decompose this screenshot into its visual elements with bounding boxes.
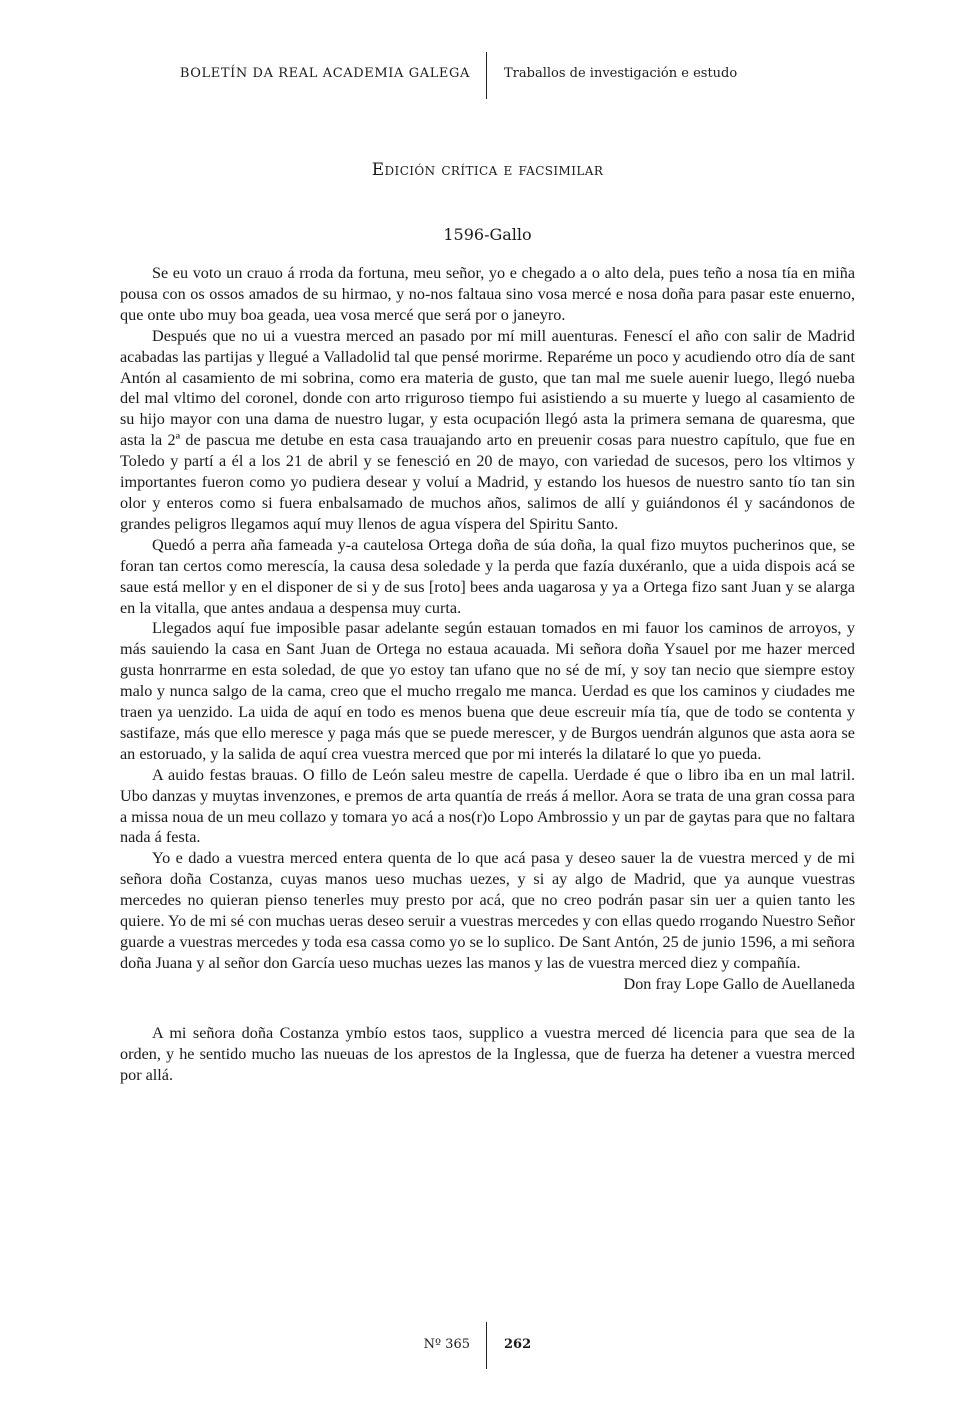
journal-name: BOLETÍN DA REAL ACADEMIA GALEGA (179, 66, 470, 81)
letter-title: 1596-Gallo (443, 225, 532, 244)
section-name: Traballos de investigación e estudo (504, 66, 738, 81)
paragraph: Se eu voto un crauo á rroda da fortuna, meu señor, yo e chegado a o alto dela, pues teño a nosa tía en miña pousa con os ossos amados de su hirmao, y no-nos faltaua sino vosa mercé e nosa doña para pasar este enuerno, que onte ubo muy boa geada, uea vosa mercé que será por o janeyro. (120, 264, 855, 324)
paragraph: Yo e dado a vuestra merced entera quenta de lo que acá pasa y deseo sauer la de vuestra merced y de mi señora doña Costanza, cuyas manos ueso muchas uezes, y si ay algo de Madrid, que ya aunque vuestras mercedes no quieran pienso tenerles muy presto por acá, que no creo podrán pasar sin uer a quien tanto les quiere. Yo de mi sé con muchas ueras deseo seruir a vuestras mercedes y con ellas quedo rrogando Nuestro Señor guarde a vuestras mercedes y toda esa cassa como yo se lo suplico. De Sant Antón, 25 de junio 1596, a mi señora doña Juana y al señor don García ueso muchas uezes las manos y las de vuestra merced diez y compañía. (120, 849, 855, 972)
paragraph: Quedó a perra aña fameada y-a cautelosa Ortega doña de súa doña, la qual fizo muytos pucherinos que, se foran tan certos como merescía, la causa desa soledade y la perda que fazía duxéranlo, que a uida dispois acá se saue está mellor y en el disponer de si y de sus [roto] bees anda uagarosa y ya a Ortega fizo sant Juan y se alarga en la vitalla, que antes andaua a despensa muy curta. (120, 535, 855, 617)
paragraph: Llegados aquí fue imposible pasar adelante según estauan tomados en mi fauor los caminos de arroyos, y más sauiendo la casa en Sant Juan de Ortega no estaua acauada. Mi señora doña Ysauel por me hazer merced gusta honrrarme en esta soledad, de que yo estoy tan ufano que no sé de mí, y soy tan necio que siempre estoy malo y nunca salgo de la cama, creo que el mucho rregalo me manca. Uerdad es que los caminos y ciudades me traen ya uenzido. La uida de aquí en todo es menos buena que deue escreuir mía tía, que de todo se contenta y sastifaze, más que ello meresce y paga más que se puede merescer, y de Burgos uendrán algunos que asta aora se an estoruado, y la salida de aquí crea vuestra merced que por mi interés la dilataré lo que yo pueda. (120, 619, 855, 763)
letter-body (120, 263, 855, 1085)
running-header (0, 52, 975, 100)
paragraph: A auido festas brauas. O fillo de León saleu mestre de capella. Uerdade é que o libro iba en un mal latril. Ubo danzas y muytas invenzones, e premos de arta quantía de rreás á mellor. Aora se trata de una gran cossa para a missa noua de un meu collazo y tomara yo acá a nos(r)o Lopo Ambrossio y un par de gaytas para que no faltara nada á festa. (120, 765, 855, 847)
postscript: A mi señora doña Costanza ymbío estos taos, supplico a vuestra merced dé licencia para que sea de la orden, y he sentido mucho las nueuas de los aprestos de la Inglessa, que de fuerza ha detener a vuestra merced por allá. (120, 1023, 855, 1084)
footer-divider (486, 1322, 487, 1369)
paragraph: Después que no ui a vuestra merced an pasado por mí mill auenturas. Fenescí el año con salir de Madrid acabadas las partijas y llegué a Valladolid tal que pensé morirme. Reparéme un poco y acudiendo otro día de sant Antón al casamiento de mi sobrina, como era materia de gusto, que tan mal me suele auenir luego, llegó nueba del mal vltimo del coronel, donde con arto rriguroso tiempo fui asistiendo a su muerte y luego al casamiento de su hijo mayor con una dama de nuestro lugar, y esta ocupación llegó asta la primera semana de quaresma, que asta la 2ª de pascua me detube en esta casa trauajando arto en preuenir cosas para nuestro capítulo, que fue en Toledo y partí a él a los 21 de abril y se fenesció en 20 de mayo, con variedad de sucesos, pero los vltimos y importantes fueron como yo pudiera desear y voluí a Madrid, y estando los huesos de nuestro santo tío tan sin olor y enteros como si fuera enbalsamado de muchos años, salimos de allí y guiándonos él y sacándonos de grandes peligros llegamos aquí muy llenos de agua víspera del Spiritu Santo. (120, 326, 855, 533)
signature: Don fray Lope Gallo de Auellaneda (623, 974, 855, 993)
issue-number: Nº 365 (423, 1337, 470, 1352)
section-title: Edición crítica e facsimilar (371, 160, 604, 180)
header-divider (486, 52, 487, 99)
page-footer (0, 1322, 975, 1370)
page-number: 262 (504, 1337, 532, 1352)
